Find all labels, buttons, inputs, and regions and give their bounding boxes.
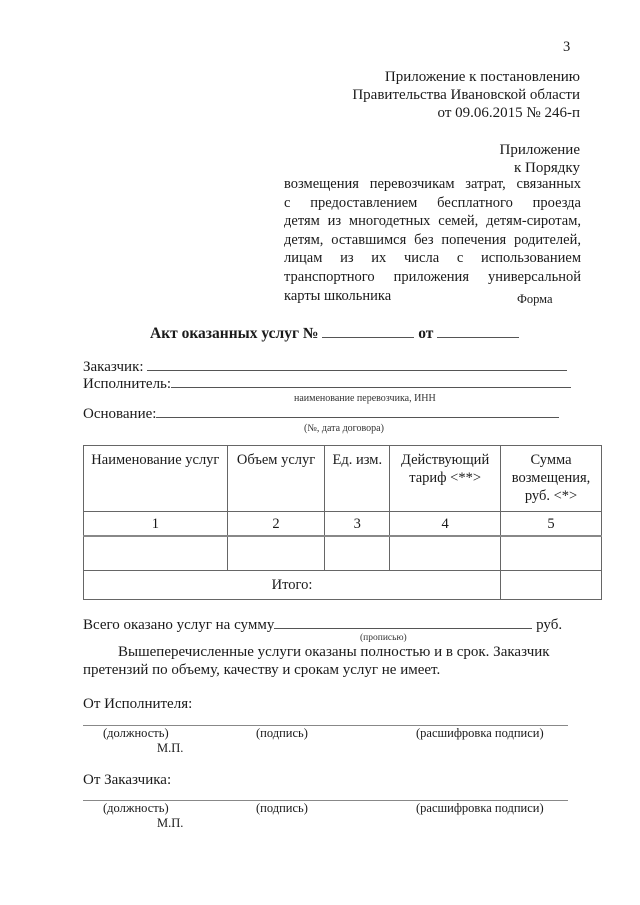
title-from: от [418, 325, 434, 342]
column-number: 4 [390, 512, 501, 537]
table-header-row [84, 446, 602, 512]
sum-caption: (прописью) [360, 633, 407, 643]
column-number: 2 [227, 512, 325, 537]
contractor-field[interactable] [171, 375, 571, 388]
table-cell[interactable] [84, 536, 228, 571]
appendix-resolution-line1: Приложение к постановлению [384, 69, 580, 85]
header-service-name: Наименование услуг [84, 446, 228, 512]
column-number: 3 [325, 512, 390, 537]
act-number-field[interactable] [322, 325, 414, 338]
statement-line1: Вышеперечисленные услуги оказаны полностью и в срок. Заказчик [118, 644, 550, 660]
basis-caption: (№, дата договора) [304, 423, 384, 434]
customer-row [83, 358, 567, 376]
customer-decoding-caption: (расшифровка подписи) [416, 801, 544, 815]
header-service-volume: Объем услуг [227, 446, 325, 512]
contractor-label: Исполнитель: [83, 376, 172, 392]
header-tariff: Действующий тариф <**> [390, 446, 501, 512]
appendix-order-line1: Приложение [499, 142, 580, 158]
appendix-resolution-line3: от 09.06.2015 № 246-п [437, 105, 580, 121]
appendix-order-line2: к Порядку [514, 160, 580, 176]
total-label: Итого: [84, 571, 501, 600]
appendix-order-body-line: с предоставлением бесплатного проезда [284, 194, 581, 211]
header-unit: Ед. изм. [325, 446, 390, 512]
table-row [84, 536, 602, 571]
sum-currency: руб. [536, 617, 563, 633]
form-label: Форма [517, 292, 553, 306]
contractor-signature-caption: (подпись) [256, 726, 308, 740]
document-title [150, 325, 519, 343]
column-number: 1 [84, 512, 228, 537]
title-prefix: Акт оказанных услуг № [150, 325, 319, 342]
act-date-field[interactable] [437, 325, 519, 338]
contractor-decoding-caption: (расшифровка подписи) [416, 726, 544, 740]
table-cell[interactable] [227, 536, 325, 571]
appendix-order-body-line: детям, оставшимся без попечения родителей, [284, 231, 581, 248]
page-number: 3 [563, 39, 571, 55]
contractor-row [83, 375, 571, 393]
basis-field[interactable] [156, 405, 559, 418]
appendix-order-body [284, 175, 581, 305]
column-number: 5 [501, 512, 602, 537]
total-value[interactable] [501, 571, 602, 600]
customer-field[interactable] [147, 358, 567, 371]
customer-position-caption: (должность) [103, 801, 169, 815]
appendix-order-body-line: лицам из их числа с использованием [284, 250, 581, 267]
appendix-order-body-line: возмещения перевозчикам затрат, связанных [284, 176, 581, 192]
contractor-seal: М.П. [157, 741, 184, 755]
table-cell[interactable] [501, 536, 602, 571]
customer-seal: М.П. [157, 816, 184, 830]
customer-signature-caption: (подпись) [256, 801, 308, 815]
basis-row [83, 405, 559, 423]
contractor-caption: наименование перевозчика, ИНН [294, 393, 436, 404]
appendix-order-body-line: детям из многодетных семей, детям-сиротам, [284, 213, 581, 230]
table-cell[interactable] [325, 536, 390, 571]
appendix-order-body-line: транспортного приложения универсальной [284, 268, 581, 285]
sum-label: Всего оказано услуг на сумму [83, 617, 275, 633]
table-column-numbers-row [84, 512, 602, 537]
contractor-position-caption: (должность) [103, 726, 169, 740]
customer-label: Заказчик: [83, 359, 144, 375]
header-reimbursement-sum: Сумма возмещения, руб. <*> [501, 446, 602, 512]
contractor-signature-label: От Исполнителя: [83, 696, 193, 712]
customer-signature-label: От Заказчика: [83, 772, 172, 788]
basis-label: Основание: [83, 406, 157, 422]
sum-row [83, 616, 562, 634]
table-cell[interactable] [390, 536, 501, 571]
sum-in-words-field[interactable] [274, 616, 532, 629]
appendix-resolution-line2: Правительства Ивановской области [352, 87, 580, 103]
table-total-row [84, 571, 602, 600]
appendix-order-body-line: карты школьника [284, 287, 392, 304]
services-table [83, 445, 602, 600]
statement-line2: претензий по объему, качеству и срокам услуг не имеет. [83, 662, 441, 678]
